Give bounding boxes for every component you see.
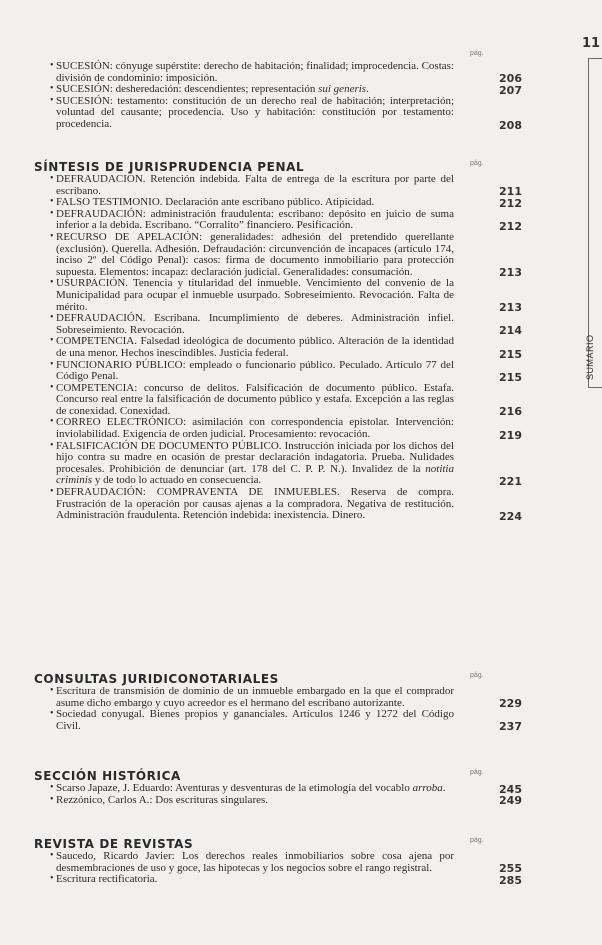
entry-page-number: 211 — [499, 185, 522, 199]
entry-text — [50, 335, 454, 359]
entry-description: DEFRAUDACIÓN: COMPRAVENTA DE INMUEBLES. Reserva de compra. Frustración de la operación por causas ajenas a la compradora. Negativa de restitución. Administración fraudulenta. Retención indebida: inexistencia. Dinero. — [56, 486, 454, 522]
entry-text — [50, 873, 454, 886]
penal-section — [34, 158, 534, 522]
bullet-icon: • — [50, 277, 54, 289]
bullet-icon: • — [50, 94, 54, 106]
pag-label: pág. — [470, 769, 484, 776]
historica-section — [34, 767, 534, 806]
toc-entry — [34, 686, 534, 709]
entry-description: CORREO ELECTRÓNICO: asimilación con correspondencia epistolar. Intervención: inviolabilidad. Exigencia de orden judicial. Procesamiento: revocación. — [56, 416, 454, 441]
entry-author: Scarso Japaze, J. Eduardo: — [56, 782, 173, 794]
entry-text — [50, 486, 454, 522]
bullet-icon: • — [50, 60, 54, 71]
bullet-icon: • — [50, 83, 54, 95]
entry-text — [50, 685, 454, 709]
entry-page-number: 206 — [499, 72, 522, 86]
entry-page-number: 213 — [499, 301, 522, 315]
penal-entry-list — [34, 174, 534, 522]
entry-text — [50, 173, 454, 197]
entry-text — [50, 207, 454, 232]
entry-page-number: 219 — [499, 428, 522, 442]
bullet-icon: • — [50, 230, 54, 242]
bullet-icon: • — [50, 196, 54, 208]
entry-page-number: 229 — [499, 697, 522, 711]
section-title: CONSULTAS JURIDICONOTARIALES — [34, 672, 279, 686]
toc-entry — [34, 313, 534, 336]
toc-entry — [34, 174, 534, 197]
entry-page-number: 237 — [499, 720, 522, 734]
entry-page-number: 215 — [499, 347, 522, 361]
entry-description: Sociedad conyugal. Bienes propios y gananciales. Artículos 1246 y 1272 del Código Civil. — [56, 708, 454, 732]
entry-page-number: 207 — [499, 83, 522, 97]
bullet-icon: • — [50, 335, 54, 347]
pag-label: pág. — [470, 50, 484, 57]
entry-text — [50, 416, 454, 441]
entry-text — [50, 381, 454, 418]
entry-description: DEFRAUDACIÓN: administración fraudulenta: escribano: depósito en juicio de suma inferior a la debida. Escribano. “Corralito” financiero. Pesificación. — [56, 207, 454, 232]
consultas-entry-list — [34, 686, 534, 732]
entry-text — [50, 312, 454, 336]
entry-description: DEFRAUDACIÓN. Escribana. Incumplimiento de deberes. Administración infiel. Sobreseimiento. Revocación. — [56, 312, 454, 336]
entry-page-number: 216 — [499, 405, 522, 419]
bullet-icon: • — [50, 873, 54, 885]
sucesion-section — [34, 48, 534, 131]
entry-description: SUCESIÓN: cónyuge supérstite: derecho de habitación; finalidad; improcedencia. Costas: división de condominio: imposición. — [56, 60, 454, 84]
toc-entry — [34, 209, 534, 232]
bullet-icon: • — [50, 486, 54, 498]
revistas-section — [34, 835, 534, 886]
entry-description: SUCESIÓN: desheredación: descendientes; representación sui generis. — [56, 83, 369, 96]
toc-entry — [34, 851, 534, 874]
toc-entry — [34, 61, 534, 84]
entry-description: Aventuras y desventuras de la etimología del vocablo arroba. — [175, 782, 446, 794]
side-tab-label: SUMARIO — [585, 334, 595, 380]
consultas-section — [34, 670, 534, 732]
entry-page-number: 221 — [499, 475, 522, 489]
entry-page-number: 285 — [499, 873, 522, 887]
page-number: 11 — [582, 36, 601, 51]
entry-page-number: 214 — [499, 324, 522, 338]
entry-description: RECURSO DE APELACIÓN: generalidades: adhesión del pretendido querellante (exclusión). Querella. Adhesión. Defraudación: circunvención de incapaces (artículo 174, inciso 2º del Código Penal): casos: firma de documento inmobiliario para protección supuesta. Elementos: incapaz: declaración judicial. Generalidades: consumación. — [56, 230, 454, 278]
entry-page-number: 208 — [499, 118, 522, 132]
bullet-icon: • — [50, 207, 54, 219]
entry-text — [50, 60, 454, 84]
bullet-icon: • — [50, 850, 54, 861]
entry-description: FALSO TESTIMONIO. Declaración ante escribano público. Atipicidad. — [56, 196, 375, 209]
toc-entry — [34, 441, 534, 487]
entry-description: COMPETENCIA. Falsedad ideológica de documento público. Alteración de la identidad de una menor. Hechos inescindibles. Justicia federal. — [56, 335, 454, 359]
entry-page-number: 249 — [499, 794, 522, 808]
toc-entry — [34, 96, 534, 131]
pag-label: pág. — [470, 672, 484, 679]
entry-description: USURPACIÓN. Tenencia y titularidad del inmueble. Vencimiento del convenio de la Municipalidad para ocupar el inmueble usurpado. Sobreseimiento. Revocación. Falta de mérito. — [56, 277, 454, 313]
bullet-icon: • — [50, 416, 54, 428]
toc-entry — [34, 278, 534, 313]
toc-entry — [34, 417, 534, 440]
pag-label: pág. — [470, 160, 484, 167]
entry-text — [50, 230, 454, 278]
entry-page-number: 224 — [499, 509, 522, 523]
entry-page-number: 213 — [499, 266, 522, 280]
section-title: SÍNTESIS DE JURISPRUDENCIA PENAL — [34, 160, 305, 174]
historica-entry-list — [34, 783, 534, 806]
entry-text — [50, 439, 454, 487]
entry-author: Rezzónico, Carlos A.: — [56, 793, 153, 806]
bullet-icon: • — [50, 708, 54, 720]
bullet-icon: • — [50, 312, 54, 324]
toc-entry — [34, 360, 534, 383]
top-entry-list — [34, 61, 534, 131]
entry-page-number: 245 — [499, 782, 522, 796]
entry-description: Los derechos reales inmobiliarios sobre cosa ajena por desmembraciones de uso y goce, las hipotecas y los negocios sobre el rango registral. — [56, 850, 455, 874]
bullet-icon: • — [50, 782, 54, 793]
bullet-icon: • — [50, 358, 54, 370]
section-title: SECCIÓN HISTÓRICA — [34, 769, 181, 783]
pag-label: pág. — [470, 837, 484, 844]
entry-text — [50, 793, 454, 807]
entry-description: COMPETENCIA: concurso de delitos. Falsificación de documento público. Estafa. Concurso real entre la falsificación de documento público y estafa. Excepción a las reglas de conexidad. Conexidad. — [56, 381, 454, 417]
bullet-icon: • — [50, 793, 54, 805]
toc-entry — [34, 874, 534, 886]
entry-page-number: 212 — [499, 196, 522, 210]
entry-text — [50, 850, 455, 874]
bullet-icon: • — [50, 173, 54, 184]
entry-page-number: 215 — [499, 370, 522, 384]
entry-page-number: 212 — [499, 219, 522, 233]
entry-description: SUCESIÓN: testamento: constitución de un derecho real de habitación; interpretación; voluntad del causante; procedencia. Uso y habitación: constitución por testamento: procedencia. — [56, 94, 454, 130]
toc-entry — [34, 336, 534, 359]
bullet-icon: • — [50, 439, 54, 451]
entry-description: FALSIFICACIÓN DE DOCUMENTO PÚBLICO. Instrucción iniciada por los dichos del hijo contra su madre en ocasión de prestar declaración indagatoria. Prueba. Nulidades procesales. Prohibición de denunciar (art. 178 del C. P. P. N.). Invalidez de la notitia criminis y de todo lo actuado en consecuencia. — [56, 439, 454, 487]
entry-description: Escritura de transmisión de dominio de un inmueble embargado en la que el comprador asume dicho embargo y cuyo acreedor es el hermano del escribano autorizante. — [56, 685, 454, 709]
section-title: REVISTA DE REVISTAS — [34, 837, 194, 851]
entry-author: Saucedo, Ricardo Javier: — [56, 850, 175, 862]
entry-page-number: 255 — [499, 862, 522, 876]
entry-description: FUNCIONARIO PÚBLICO: empleado o funcionario público. Peculado. Artículo 77 del Código Penal. — [56, 358, 454, 383]
toc-entry — [34, 795, 534, 807]
entry-text — [50, 358, 454, 383]
entry-description: Escritura rectificatoria. — [56, 873, 158, 886]
toc-entry — [34, 709, 534, 732]
revistas-entry-list — [34, 851, 534, 886]
toc-entry — [34, 383, 534, 418]
bullet-icon: • — [50, 381, 54, 393]
entry-text — [50, 708, 454, 732]
entry-description: DEFRAUDACIÓN. Retención indebida. Falta de entrega de la escritura por parte del escribano. — [56, 173, 454, 197]
toc-entry — [34, 232, 534, 278]
entry-text — [50, 94, 454, 131]
entry-text — [50, 277, 454, 313]
toc-entry — [34, 487, 534, 522]
bullet-icon: • — [50, 685, 54, 696]
entry-description: Dos escrituras singulares. — [155, 793, 269, 806]
